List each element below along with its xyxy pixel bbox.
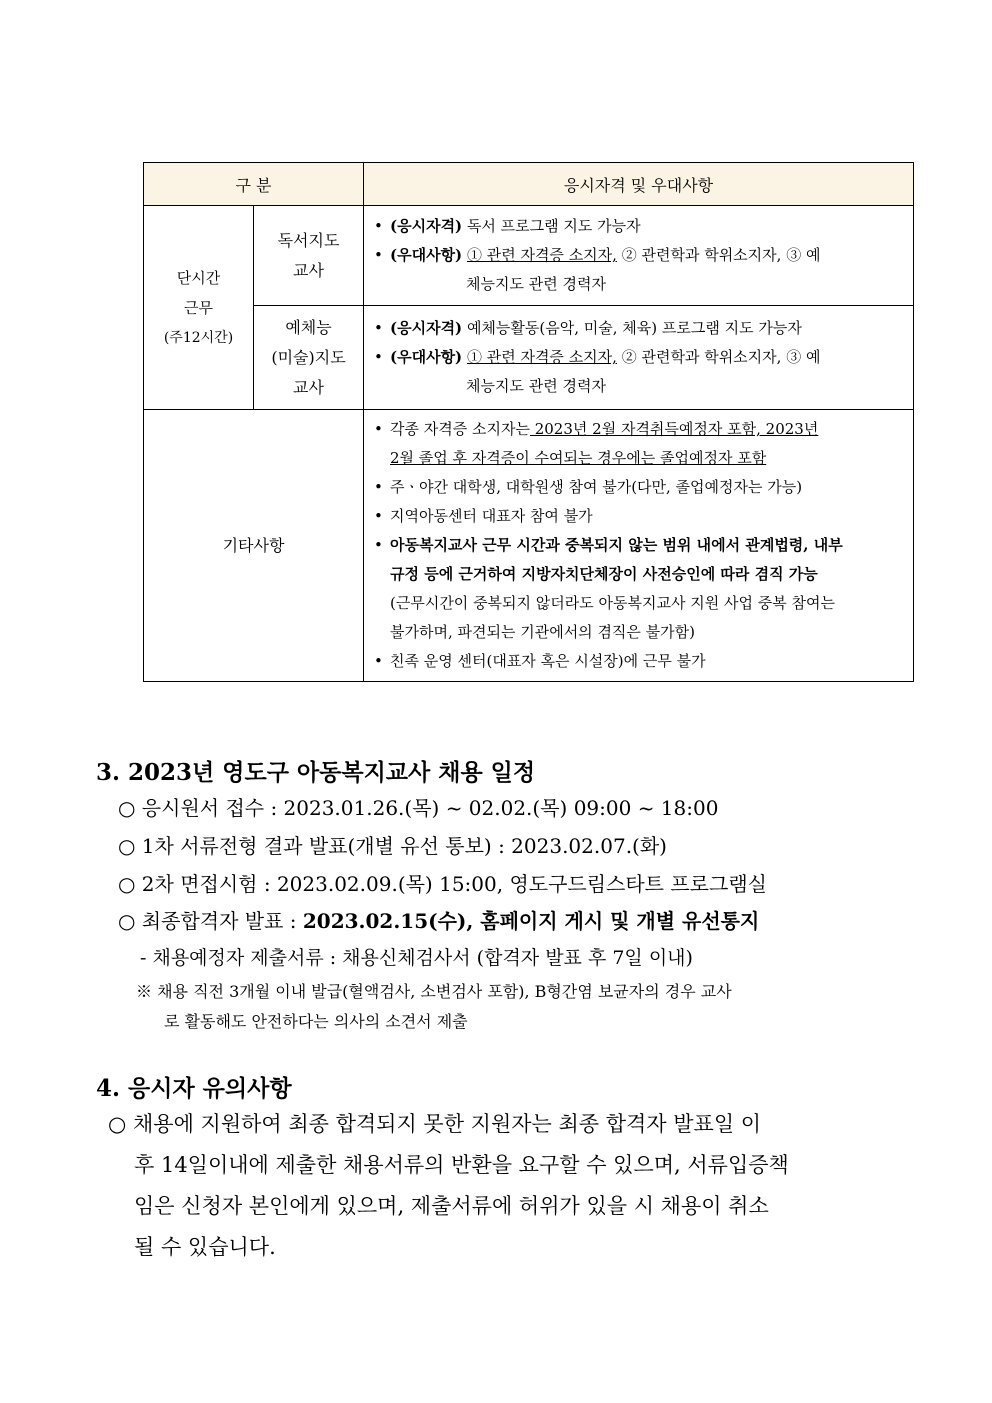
header-qualification: 응시자격 및 우대사항 <box>364 163 914 206</box>
schedule-item-final <box>118 905 759 934</box>
preference-text-cont: 체능지도 관련 경력자 <box>466 275 606 293</box>
group-label-1: 단시간 <box>176 268 221 287</box>
section3-title: 3. 2023년 영도구 아동복지교사 채용 일정 <box>96 759 536 786</box>
group-label-2: 근무 <box>184 298 213 317</box>
etc-underlined: 2월 졸업 후 자격증이 수여되는 경우에는 졸업예정자 포함 <box>390 449 767 467</box>
etc-text: 각종 자격증 소지자는 <box>390 420 530 438</box>
etc-text: 지역아동센터 대표자 참여 불가 <box>390 507 593 525</box>
preference-label: (우대사항) <box>390 348 463 366</box>
etc-label: 기타사항 <box>144 410 364 682</box>
group-part-time <box>144 206 254 410</box>
submission-docs: - 채용예정자 제출서류 : 채용신체검사서 (합격자 발표 후 7일 이내) <box>140 947 693 969</box>
qualification-label: (응시자격) <box>390 217 463 235</box>
sub-label: 교사 <box>293 260 324 280</box>
etc-bold: 아동복지교사 근무 시간과 중복되지 않는 범위 내에서 관계법령, 내부 <box>390 536 843 554</box>
final-label: ○ 최종합격자 발표 : <box>118 909 303 933</box>
sub-label: 교사 <box>293 377 324 397</box>
bullet-icon: • <box>374 319 383 337</box>
reading-teacher-details <box>364 206 914 306</box>
sub-label: 독서지도 <box>277 230 340 250</box>
final-bold: 2023.02.15(수), 홈페이지 게시 및 개별 유선통지 <box>302 909 760 933</box>
preference-label: (우대사항) <box>390 246 463 264</box>
etc-bold: 규정 등에 근거하여 지방자치단체장이 사전승인에 따라 겸직 가능 <box>390 565 818 583</box>
bullet-icon: • <box>374 507 383 525</box>
group-label-3: (주12시간) <box>163 329 234 346</box>
qualification-text: 예체능활동(음악, 미술, 체육) 프로그램 지도 가능자 <box>466 319 802 337</box>
sub-arts-teacher <box>254 306 364 410</box>
bullet-icon: • <box>374 652 383 670</box>
etc-text: 주ㆍ야간 대학생, 대학원생 참여 불가(다만, 졸업예정자는 가능) <box>390 478 803 496</box>
header-category: 구 분 <box>144 163 364 206</box>
etc-note: (근무시간이 중복되지 않더라도 아동복지교사 지원 사업 중복 참여는 <box>390 594 835 612</box>
sub-label: (미술)지도 <box>271 347 346 367</box>
note-line: ※ 채용 직전 3개월 이내 발급(혈액검사, 소변검사 포함), B형간염 보균자의 경우 교사 <box>136 982 732 1001</box>
sub-label: 예체능 <box>285 317 332 337</box>
bullet-icon: • <box>374 217 383 235</box>
etc-details <box>364 410 914 682</box>
notice-line: 임은 신청자 본인에게 있으며, 제출서류에 허위가 있을 시 채용이 취소 <box>134 1194 769 1218</box>
note-line: 로 활동해도 안전하다는 의사의 소견서 제출 <box>164 1012 468 1031</box>
bullet-icon: • <box>374 246 383 264</box>
notice-line: ○ 채용에 지원하여 최종 합격되지 못한 지원자는 최종 합격자 발표일 이 <box>108 1112 762 1136</box>
sub-reading-teacher <box>254 206 364 306</box>
notice-line: 될 수 있습니다. <box>134 1235 276 1259</box>
preference-text: ② 관련학과 학위소지자, ③ 예 <box>616 348 821 366</box>
preference-underlined: ① 관련 자격증 소지자, <box>466 246 617 264</box>
etc-underlined: 2023년 2월 자격취득예정자 포함, 2023년 <box>529 420 819 438</box>
preference-underlined: ① 관련 자격증 소지자, <box>466 348 617 366</box>
notice-line: 후 14일이내에 제출한 채용서류의 반환을 요구할 수 있으며, 서류입증책 <box>134 1153 789 1177</box>
qualification-table <box>143 162 914 682</box>
etc-text: 친족 운영 센터(대표자 혹은 시설장)에 근무 불가 <box>390 652 706 670</box>
preference-text-cont: 체능지도 관련 경력자 <box>466 377 606 395</box>
note <box>136 977 926 1037</box>
bullet-icon: • <box>374 536 383 554</box>
qualification-label: (응시자격) <box>390 319 463 337</box>
arts-teacher-details <box>364 306 914 410</box>
section4-title: 4. 응시자 유의사항 <box>96 1075 292 1102</box>
notice-paragraph <box>108 1104 920 1268</box>
etc-note: 불가하며, 파견되는 기관에서의 겸직은 불가함) <box>390 623 696 641</box>
qualification-text: 독서 프로그램 지도 가능자 <box>466 217 641 235</box>
bullet-icon: • <box>374 420 383 438</box>
schedule-item: ○ 2차 면접시험 : 2023.02.09.(목) 15:00, 영도구드림스타트 프로그램실 <box>118 872 767 896</box>
preference-text: ② 관련학과 학위소지자, ③ 예 <box>616 246 821 264</box>
schedule-item: ○ 1차 서류전형 결과 발표(개별 유선 통보) : 2023.02.07.(화) <box>118 834 667 858</box>
bullet-icon: • <box>374 348 383 366</box>
bullet-icon: • <box>374 478 383 496</box>
schedule-item: ○ 응시원서 접수 : 2023.01.26.(목) ~ 02.02.(목) 09:00 ~ 18:00 <box>118 796 719 820</box>
